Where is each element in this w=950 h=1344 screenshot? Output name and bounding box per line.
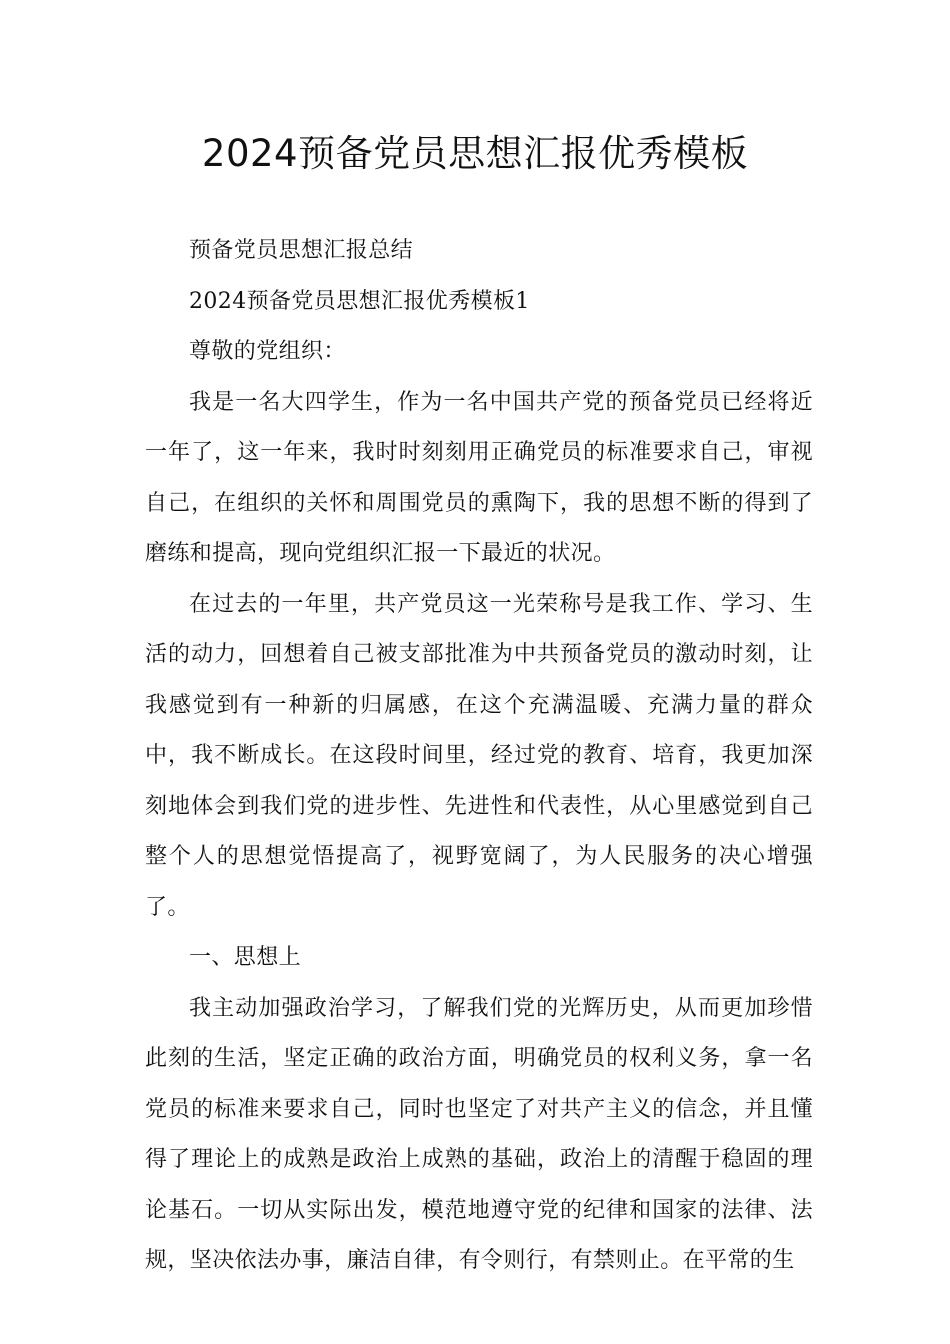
paragraph-introduction: 我是一名大四学生，作为一名中国共产党的预备党员已经将近一年了，这一年来，我时时刻刻用正确党员的标准要求自己，审视自己，在组织的关怀和周围党员的熏陶下，我的思想不断的得到了磨练和提高，现向党组织汇报一下最近的状况。 — [145, 389, 813, 566]
paragraph-template-heading: 2024预备党员思想汇报优秀模板1 — [189, 288, 530, 314]
paragraph-thought: 我主动加强政治学习，了解我们党的光辉历史，从而更加珍惜此刻的生活，坚定正确的政治方面，明确党员的权利义务，拿一名党员的标准来要求自己，同时也坚定了对共产主义的信念，并且懂得了理论上的成熟是政治上成熟的基础，政治上的清醒于稳固的理论基石。一切从实际出发，模范地遵守党的纪律和国家的法律、法规，坚决依法办事，廉洁自律，有令则行，有禁则止。在平常的生 — [145, 995, 813, 1273]
section-heading-thought: 一、思想上 — [189, 945, 302, 970]
paragraph-salutation: 尊敬的党组织： — [189, 339, 346, 364]
paragraph-past-year: 在过去的一年里，共产党员这一光荣称号是我工作、学习、生活的动力，回想着自己被支部批准为中共预备党员的激动时刻，让我感觉到有一种新的归属感，在这个充满温暖、充满力量的群众中，我不断成长。在这段时间里，经过党的教育、培育，我更加深刻地体会到我们党的进步性、先进性和代表性，从心里感觉到自己整个人的思想觉悟提高了，视野宽阔了，为人民服务的决心增强了。 — [145, 591, 813, 920]
document-body — [145, 226, 813, 1287]
document-title: 2024预备党员思想汇报优秀模板 — [201, 132, 749, 175]
paragraph-summary-heading: 预备党员思想汇报总结 — [189, 238, 414, 263]
